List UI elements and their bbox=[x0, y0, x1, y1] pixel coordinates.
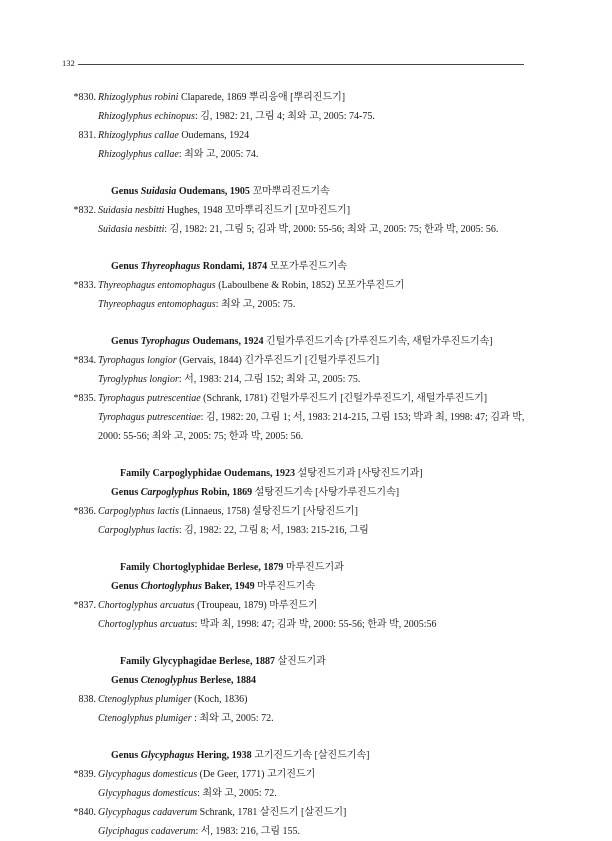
family-heading bbox=[120, 464, 528, 483]
species-entry bbox=[58, 351, 528, 370]
genus-heading bbox=[111, 257, 528, 276]
species-entry bbox=[58, 276, 528, 295]
species-name: Rhizoglyphus robini bbox=[98, 92, 179, 103]
synonym-entry bbox=[98, 784, 528, 803]
entry-number: *840. bbox=[73, 807, 96, 818]
species-author: Hughes, 1948 꼬마뿌리진드기 [꼬마진드기] bbox=[164, 205, 351, 216]
section-gap bbox=[58, 634, 528, 652]
synonym-reference: : 김, 1982: 20, 그림 1; 서, 1983: 214-215, 그림 153; 박과 최, 1998: 47; 김과 박, 2000: 55-56; 최와 고, 2005: 75; 한과 박, 2005: 56. bbox=[98, 412, 525, 442]
genus-author: Rondami, 1874 bbox=[200, 261, 268, 272]
species-author: (De Geer, 1771) 고기진드기 bbox=[197, 769, 316, 780]
family-name: Carpoglyphidae Oudemans, 1923 bbox=[152, 468, 296, 479]
species-entry bbox=[58, 389, 528, 408]
synonym-entry bbox=[98, 615, 528, 634]
synonym-reference: : 김, 1982: 21, 그림 4; 최와 고, 2005: 74-75. bbox=[194, 111, 375, 122]
synonym-name: Tyroglyphus longior bbox=[98, 374, 179, 385]
species-author: Oudemans, 1924 bbox=[178, 130, 250, 141]
synonym-name: Carpoglyphus lactis bbox=[98, 525, 179, 536]
entry-number: *837. bbox=[73, 600, 96, 611]
species-text bbox=[98, 351, 528, 370]
section-gap bbox=[58, 446, 528, 464]
species-text bbox=[98, 126, 528, 145]
synonym-name: Glycyphagus domesticus bbox=[98, 788, 198, 799]
genus-heading bbox=[111, 577, 528, 596]
species-entry bbox=[58, 126, 528, 145]
species-author: (Linnaeus, 1758) 설탕진드기 [사탕진드기] bbox=[178, 506, 358, 517]
entry-number: *832. bbox=[73, 205, 96, 216]
species-text bbox=[98, 690, 528, 709]
synonym-name: Chortoglyphus arcuatus bbox=[98, 619, 195, 630]
family-heading bbox=[120, 652, 528, 671]
genus-heading bbox=[111, 182, 528, 201]
species-name: Rhizoglyphus callae bbox=[98, 130, 179, 141]
species-entry bbox=[58, 690, 528, 709]
genus-author: Hering, 1938 bbox=[194, 750, 252, 761]
synonym-reference: : 최와 고, 2005: 75. bbox=[215, 299, 296, 310]
genus-prefix: Genus bbox=[111, 261, 141, 272]
genus-heading bbox=[111, 671, 528, 690]
species-author: (Koch, 1836) bbox=[191, 694, 248, 705]
header-rule bbox=[78, 64, 524, 65]
family-korean: 살진드기과 bbox=[275, 656, 326, 667]
genus-korean: 마루진드기속 bbox=[254, 581, 316, 592]
synonym-entry bbox=[98, 107, 528, 126]
species-entry bbox=[58, 88, 528, 107]
genus-name: Chortoglyphus bbox=[140, 581, 202, 592]
genus-korean: 고기진드기속 [살진드기속] bbox=[251, 750, 370, 761]
species-entry bbox=[58, 765, 528, 784]
genus-author: Oudemans, 1924 bbox=[189, 336, 264, 347]
genus-name: Suidasia bbox=[140, 186, 177, 197]
genus-heading bbox=[111, 332, 528, 351]
genus-name: Ctenoglyphus bbox=[140, 675, 198, 686]
species-name: Tyrophagus putrescentiae bbox=[98, 393, 201, 404]
synonym-entry bbox=[98, 822, 528, 841]
synonym-reference: : 최와 고, 2005: 74. bbox=[178, 149, 259, 160]
family-prefix: Family bbox=[120, 468, 153, 479]
species-name: Suidasia nesbitti bbox=[98, 205, 165, 216]
genus-prefix: Genus bbox=[111, 581, 141, 592]
family-korean: 설탕진드기과 [사탕진드기과] bbox=[295, 468, 423, 479]
synonym-reference: : 김, 1982: 21, 그림 5; 김과 박, 2000: 55-56; 최와 고, 2005: 75; 한과 박, 2005: 56. bbox=[164, 224, 499, 235]
synonym-reference: : 서, 1983: 214, 그림 152; 최와 고, 2005: 75. bbox=[178, 374, 361, 385]
family-prefix: Family bbox=[120, 656, 153, 667]
genus-name: Carpoglyphus bbox=[140, 487, 199, 498]
synonym-entry bbox=[98, 295, 528, 314]
synonym-name: Ctenoglyphus plumiger bbox=[98, 713, 192, 724]
synonym-name: Suidasia nesbitti bbox=[98, 224, 165, 235]
family-name: Chortoglyphidae Berlese, 1879 bbox=[152, 562, 284, 573]
section-gap bbox=[58, 728, 528, 746]
genus-korean: 꼬마뿌리진드기속 bbox=[249, 186, 330, 197]
species-text bbox=[98, 389, 528, 408]
species-author: Schrank, 1781 살진드기 [살진드기] bbox=[197, 807, 347, 818]
family-prefix: Family bbox=[120, 562, 153, 573]
species-author: Claparede, 1869 뿌리응애 [뿌리진드기] bbox=[178, 92, 346, 103]
synonym-entry bbox=[98, 370, 528, 389]
section-gap bbox=[58, 314, 528, 332]
synonym-reference: : 박과 최, 1998: 47; 김과 박, 2000: 55-56; 한과 박, 2005:56 bbox=[194, 619, 437, 630]
species-name: Ctenoglyphus plumiger bbox=[98, 694, 192, 705]
genus-heading bbox=[111, 483, 528, 502]
family-name: Glycyphagidae Berlese, 1887 bbox=[152, 656, 275, 667]
species-text bbox=[98, 201, 528, 220]
genus-korean: 모포가루진드기속 bbox=[267, 261, 347, 272]
genus-prefix: Genus bbox=[111, 336, 141, 347]
genus-prefix: Genus bbox=[111, 186, 141, 197]
entry-number: *833. bbox=[73, 280, 96, 291]
genus-prefix: Genus bbox=[111, 487, 141, 498]
family-korean: 마루진드기과 bbox=[283, 562, 344, 573]
entry-number: *839. bbox=[73, 769, 96, 780]
synonym-name: Tyrophagus putrescentiae bbox=[98, 412, 201, 423]
entry-number: 838. bbox=[78, 694, 96, 705]
species-name: Tyrophagus longior bbox=[98, 355, 177, 366]
synonym-entry bbox=[98, 709, 528, 728]
species-author: (Schrank, 1781) 긴털가루진드기 [긴털가루진드기, 새털가루진드기] bbox=[200, 393, 488, 404]
genus-korean: 설탕진드기속 [사탕가루진드기속] bbox=[252, 487, 400, 498]
species-name: Glycyphagus cadaverum bbox=[98, 807, 198, 818]
species-name: Chortoglyphus arcuatus bbox=[98, 600, 195, 611]
species-author: (Gervais, 1844) 긴가루진드기 [긴털가루진드기] bbox=[176, 355, 380, 366]
entry-number: 831. bbox=[78, 130, 96, 141]
genus-name: Thyreophagus bbox=[140, 261, 201, 272]
genus-author: Oudemans, 1905 bbox=[176, 186, 250, 197]
species-name: Glycyphagus domesticus bbox=[98, 769, 198, 780]
species-text bbox=[98, 502, 528, 521]
species-name: Thyreophagus entomophagus bbox=[98, 280, 216, 291]
entry-number: *836. bbox=[73, 506, 96, 517]
genus-prefix: Genus bbox=[111, 750, 141, 761]
section-gap bbox=[58, 239, 528, 257]
synonym-name: Rhizoglyphus callae bbox=[98, 149, 179, 160]
genus-author: Robin, 1869 bbox=[198, 487, 253, 498]
synonym-name: Thyreophagus entomophagus bbox=[98, 299, 216, 310]
species-entry bbox=[58, 803, 528, 822]
genus-korean: 긴털가루진드기속 [가루진드기속, 새털가루진드기속] bbox=[263, 336, 493, 347]
species-author: (Laboulbene & Robin, 1852) 모포가루진드기 bbox=[215, 280, 405, 291]
genus-heading bbox=[111, 746, 528, 765]
section-gap bbox=[58, 164, 528, 182]
species-entry bbox=[58, 502, 528, 521]
species-text bbox=[98, 803, 528, 822]
genus-name: Glycyphagus bbox=[140, 750, 195, 761]
species-entry bbox=[58, 201, 528, 220]
species-text bbox=[98, 88, 528, 107]
entry-number: *830. bbox=[73, 92, 96, 103]
species-text bbox=[98, 276, 528, 295]
species-author: (Troupeau, 1879) 마루진드기 bbox=[194, 600, 318, 611]
synonym-reference: : 김, 1982: 22, 그림 8; 서, 1983: 215-216, 그림 bbox=[178, 525, 369, 536]
synonym-reference: : 최와 고, 2005: 72. bbox=[197, 788, 277, 799]
synonym-reference: : 서, 1983: 216, 그림 155. bbox=[195, 826, 301, 837]
synonym-name: Rhizoglyphus echinopus bbox=[98, 111, 195, 122]
species-text bbox=[98, 596, 528, 615]
genus-author: Berlese, 1884 bbox=[197, 675, 257, 686]
section-gap bbox=[58, 540, 528, 558]
synonym-name: Glyciphagus cadaverum bbox=[98, 826, 196, 837]
synonym-entry bbox=[98, 145, 528, 164]
entry-number: *834. bbox=[73, 355, 96, 366]
species-entry bbox=[58, 596, 528, 615]
synonym-entry bbox=[98, 408, 528, 446]
species-text bbox=[98, 765, 528, 784]
synonym-reference: : 최와 고, 2005: 72. bbox=[191, 713, 274, 724]
synonym-entry bbox=[98, 521, 528, 540]
synonym-entry bbox=[98, 220, 528, 239]
entry-number: *835. bbox=[73, 393, 96, 404]
genus-prefix: Genus bbox=[111, 675, 141, 686]
species-name: Carpoglyphus lactis bbox=[98, 506, 179, 517]
genus-name: Tyrophagus bbox=[140, 336, 190, 347]
family-heading bbox=[120, 558, 528, 577]
genus-author: Baker, 1949 bbox=[201, 581, 255, 592]
page-number: 132 bbox=[62, 58, 75, 68]
taxonomic-list bbox=[58, 88, 528, 841]
